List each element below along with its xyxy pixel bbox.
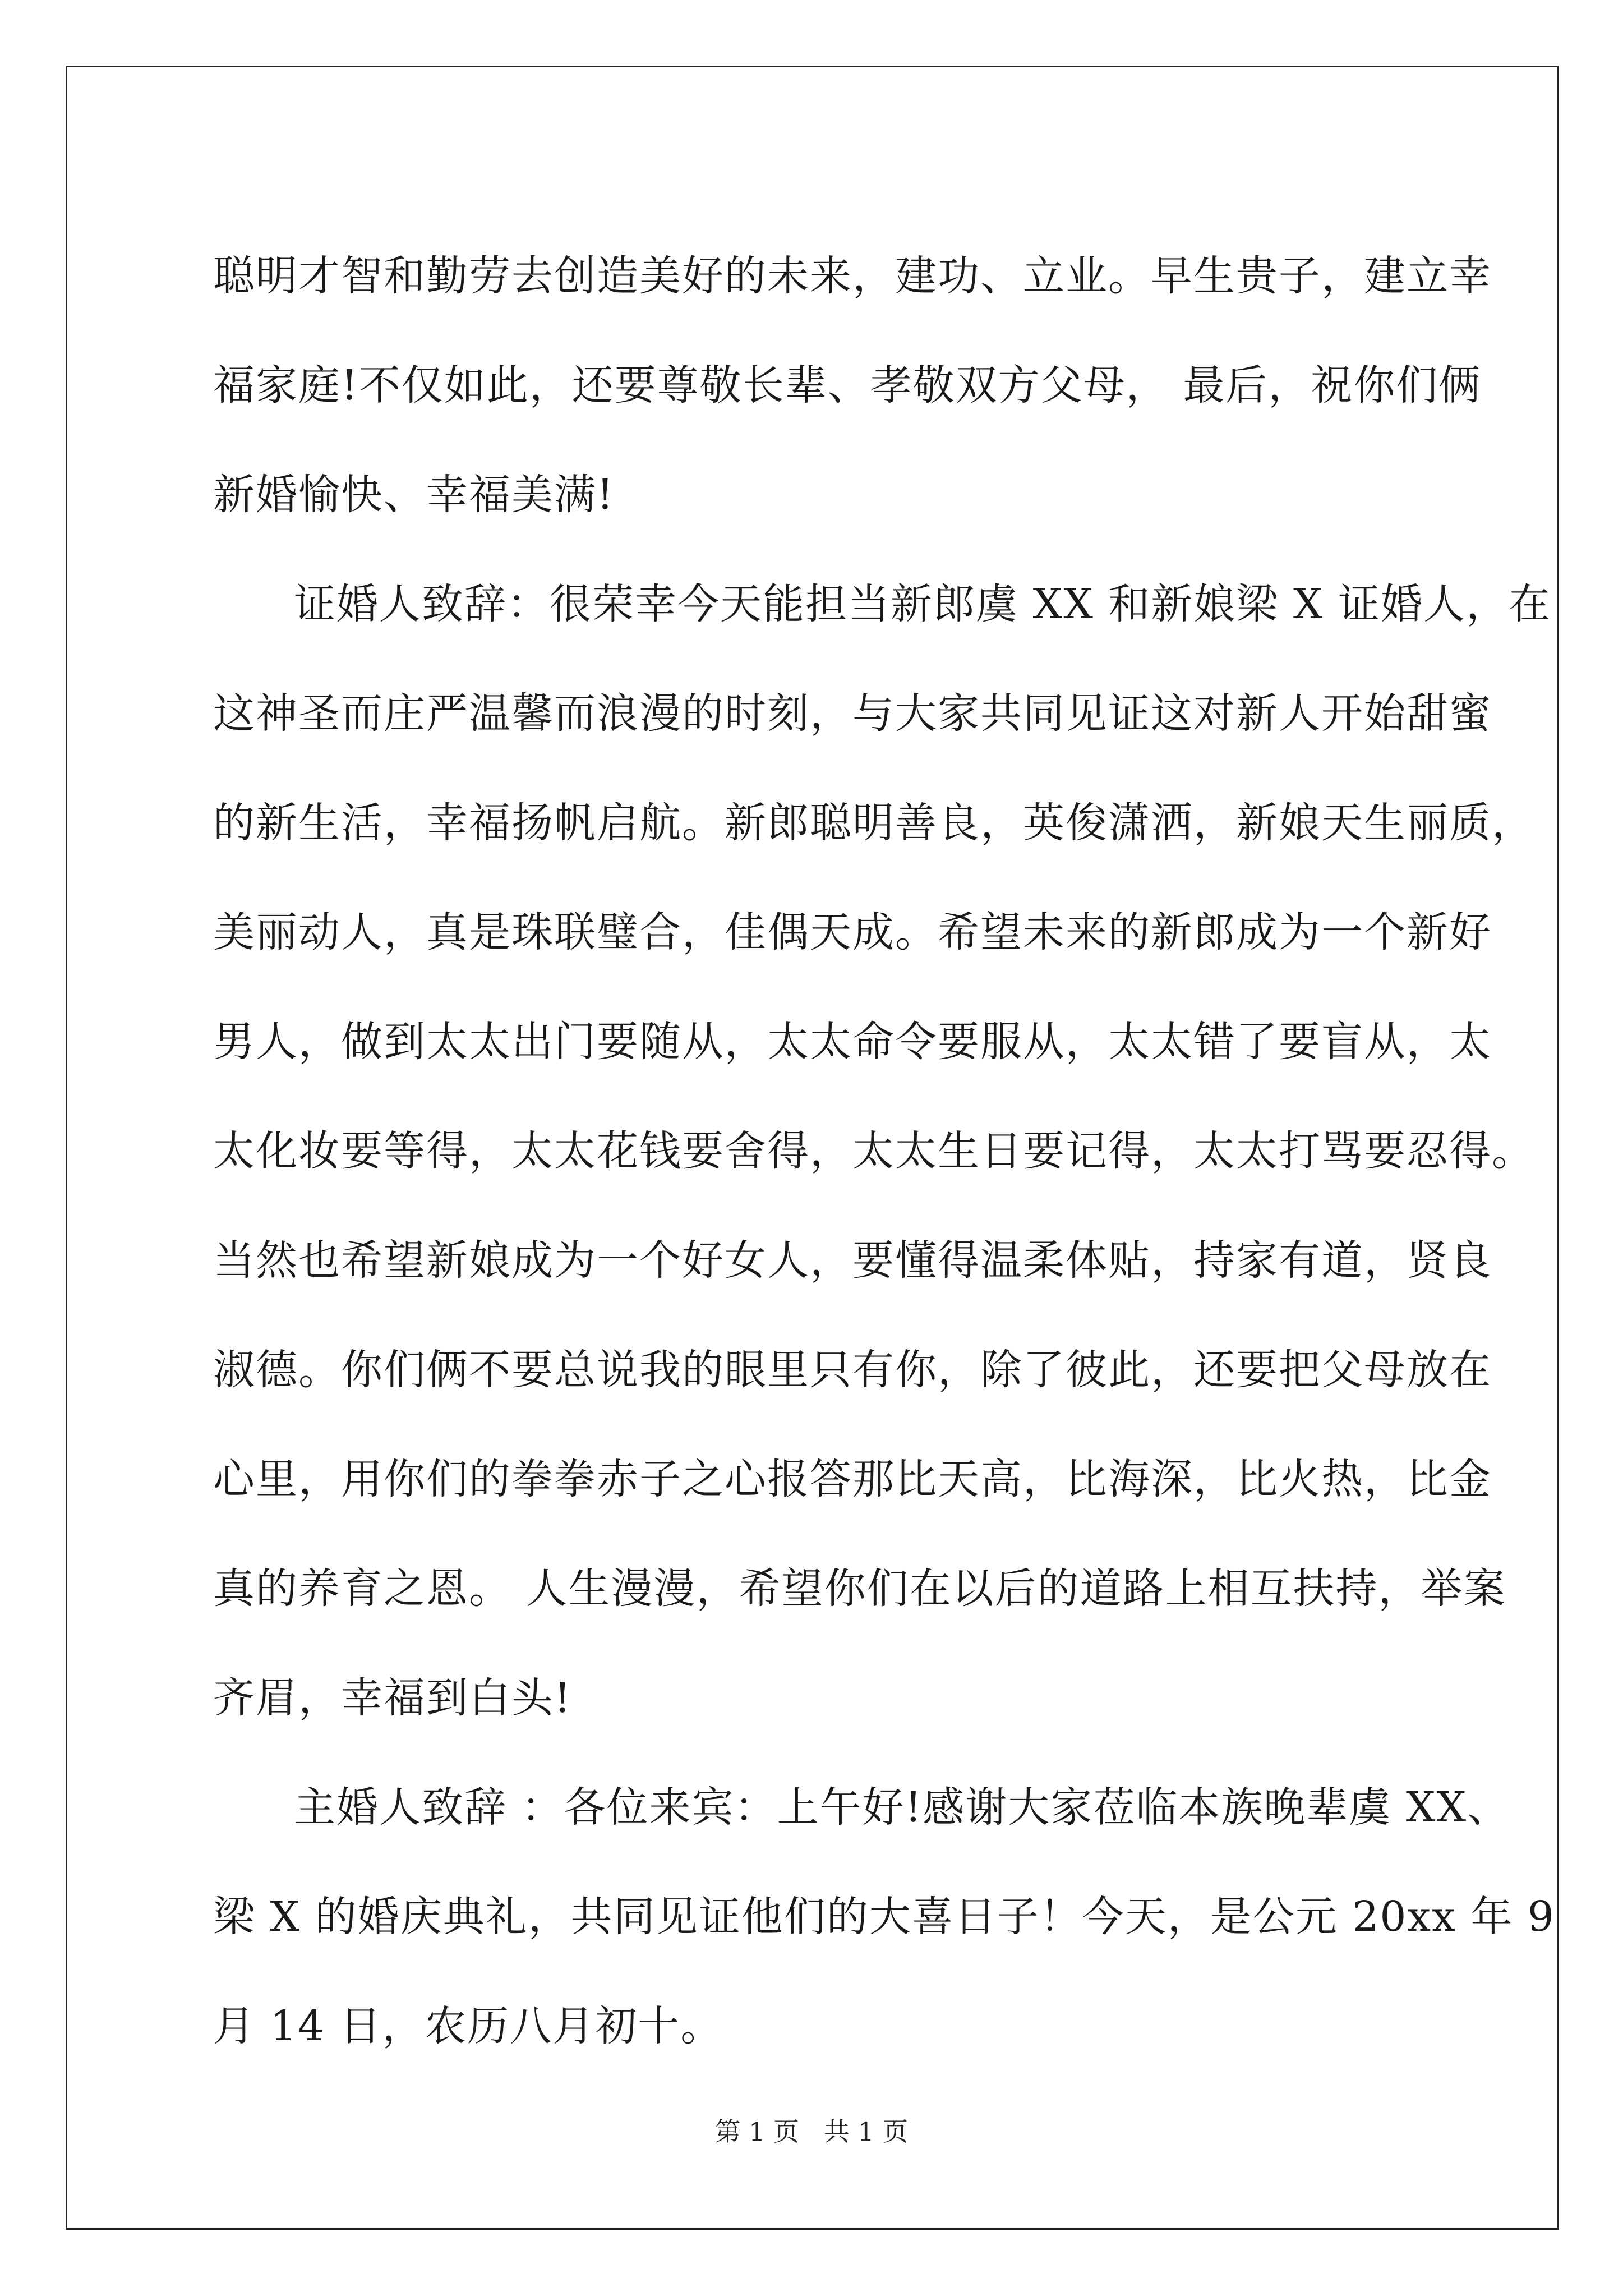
- text-line: 这神圣而庄严温馨而浪漫的时刻，与大家共同见证这对新人开始甜蜜: [213, 689, 1492, 738]
- text-line: 主婚人致辞 ：各位来宾：上午好!感谢大家莅临本族晚辈虞 XX、: [294, 1783, 1510, 1832]
- text-line: 聪明才智和勤劳去创造美好的未来，建功、立业。早生贵子，建立幸: [213, 252, 1492, 300]
- text-line: 太化妆要等得，太太花钱要舍得，太太生日要记得，太太打骂要忍得。: [213, 1127, 1534, 1175]
- text-line: 心里，用你们的拳拳赤子之心报答那比天高，比海深，比火热，比金: [213, 1455, 1492, 1503]
- paragraph-host-speech: [213, 1753, 1556, 2081]
- text-line: 新婚愉快、幸福美满!: [213, 471, 615, 519]
- text-line: 的新生活，幸福扬帆启航。新郎聪明善良，英俊潇洒，新娘天生丽质，: [213, 799, 1534, 847]
- text-line: 月 14 日，农历八月初十。: [213, 2002, 723, 2050]
- text-line: 淑德。你们俩不要总说我的眼里只有你，除了彼此，还要把父母放在: [213, 1346, 1492, 1394]
- text-line: 证婚人致辞：很荣幸今天能担当新郎虞 XX 和新娘梁 X 证婚人，在: [294, 580, 1552, 628]
- text-line: 真的养育之恩。 人生漫漫，希望你们在以后的道路上相互扶持，举案: [213, 1565, 1506, 1613]
- paragraph-congratulation-ending: [213, 222, 1492, 550]
- text-line: 美丽动人，真是珠联璧合，佳偶天成。希望未来的新郎成为一个新好: [213, 908, 1492, 956]
- text-line: 男人，做到太太出门要随从，太太命令要服从，太太错了要盲从，太: [213, 1018, 1492, 1066]
- paragraph-witness-speech: [213, 550, 1552, 1753]
- document-body: [213, 222, 1556, 2081]
- text-line: 齐眉，幸福到白头!: [213, 1674, 572, 1722]
- text-line: 当然也希望新娘成为一个好女人，要懂得温柔体贴，持家有道，贤良: [213, 1236, 1492, 1285]
- text-line: 梁 X 的婚庆典礼，共同见证他们的大喜日子！今天，是公元 20xx 年 9: [213, 1893, 1556, 1941]
- page-number-footer: 第 1 页 共 1 页: [714, 2116, 909, 2147]
- text-line: 福家庭!不仅如此，还要尊敬长辈、孝敬双方父母， 最后，祝你们俩: [213, 361, 1482, 409]
